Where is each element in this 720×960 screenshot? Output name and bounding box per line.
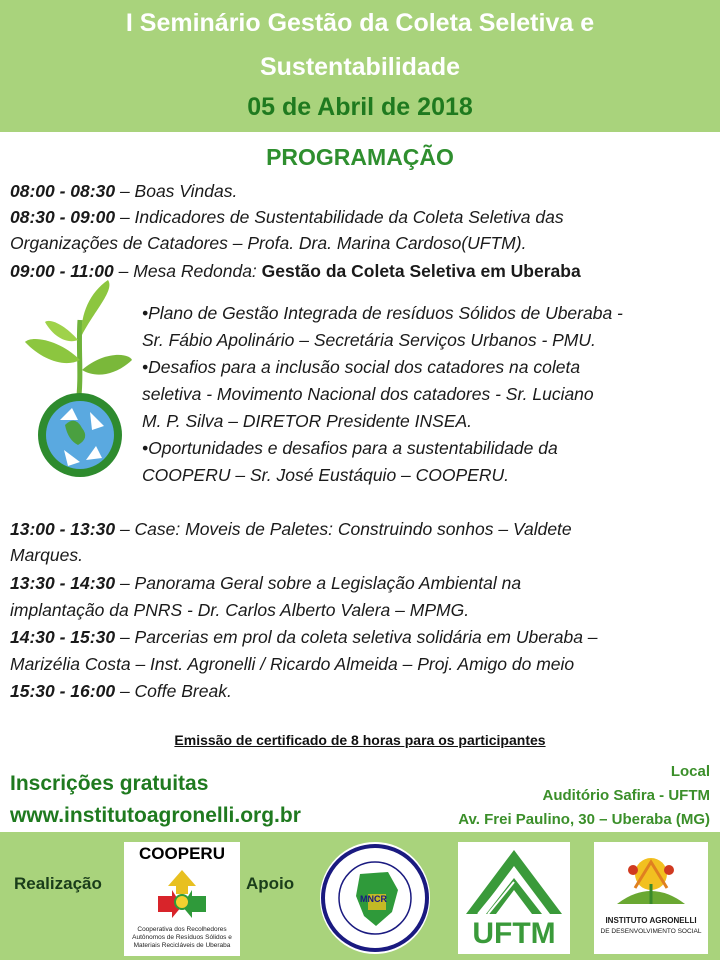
registration-info [10,768,301,832]
roundtable-topic: COOPERU – Sr. José Eustáquio – COOPERU. [142,465,509,485]
uftm-logo [458,842,570,954]
programacao-title: PROGRAMAÇÃO [266,144,454,170]
roundtable-topic: •Desafios para a inclusão social dos catadores na coleta [142,357,581,377]
uftm-emblem-icon [458,842,570,922]
venue-label: Local [670,763,710,780]
schedule-item: 08:00 - 08:30 – Boas Vindas. [10,181,238,201]
registration-website-link[interactable]: www.institutoagronelli.org.br [10,804,301,827]
schedule-item-continued: Organizações de Catadores – Profa. Dra. Marina Cardoso(UFTM). [10,233,527,253]
schedule-item-continued: Marizélia Costa – Inst. Agronelli / Ricardo Almeida – Proj. Amigo do meio [10,654,575,674]
schedule-item-continued: implantação da PNRS - Dr. Carlos Alberto Valera – MPMG. [10,600,470,620]
schedule-item: 13:30 - 14:30 – Panorama Geral sobre a Legislação Ambiental na [10,573,522,593]
schedule-item: 14:30 - 15:30 – Parcerias em prol da coleta seletiva solidária em Uberaba – [10,627,598,647]
schedule-item: 08:30 - 09:00 – Indicadores de Sustentabilidade da Coleta Seletiva das [10,207,564,227]
schedule-item-continued: Marques. [10,545,83,565]
venue-address: Av. Frei Paulino, 30 – Uberaba (MG) [458,811,710,828]
certificate-note: Emissão de certificado de 8 horas para os participantes [174,732,546,748]
cooperu-name: COOPERU [139,844,225,863]
event-title-line1: I Seminário Gestão da Coleta Seletiva e [125,9,595,37]
apoio-label: Apoio [246,874,295,893]
agronelli-logo [594,842,708,954]
schedule-item: 13:00 - 13:30 – Case: Moveis de Paletes: Construindo sonhos – Valdete [10,519,572,539]
agronelli-name: INSTITUTO AGRONELLI [605,916,697,925]
recycling-plant-icon [20,280,138,480]
uftm-text: UFTM [472,917,556,950]
cooperu-logo [124,842,240,956]
registration-free: Inscrições gratuitas [10,772,209,795]
schedule-item: 09:00 - 11:00 – Mesa Redonda: Gestão da Coleta Seletiva em Uberaba [10,261,581,281]
recycle-arrows-icon [152,866,212,922]
event-date: 05 de Abril de 2018 [247,93,473,121]
schedule-item: 15:30 - 16:00 – Coffe Break. [10,681,232,701]
event-title-line2: Sustentabilidade [259,53,461,81]
venue-place: Auditório Safira - UFTM [542,787,710,804]
footer-sponsors [0,832,720,960]
venue-info [458,760,710,832]
agronelli-subtitle: DE DESENVOLVIMENTO SOCIAL [600,928,702,935]
realizacao-label: Realização [14,874,102,893]
mncr-logo [320,842,430,954]
roundtable-topic: seletiva - Movimento Nacional dos catadores - Sr. Luciano [142,384,594,404]
roundtable-topic: M. P. Silva – DIRETOR Presidente INSEA. [142,411,473,431]
mncr-acronym: MNCR [360,894,387,904]
roundtable-topic: •Plano de Gestão Integrada de resíduos Sólidos de Uberaba - [142,303,623,323]
agronelli-emblem-icon [611,848,691,912]
cooperu-description: Cooperativa dos Recolhedores Autônomos de Resíduos Sólidos e Materiais Recicláveis de Uberaba [132,926,232,949]
header-banner [0,0,720,132]
roundtable-topic: •Oportunidades e desafios para a sustentabilidade da [142,438,558,458]
roundtable-topic: Sr. Fábio Apolinário – Secretária Serviços Urbanos - PMU. [142,330,596,350]
